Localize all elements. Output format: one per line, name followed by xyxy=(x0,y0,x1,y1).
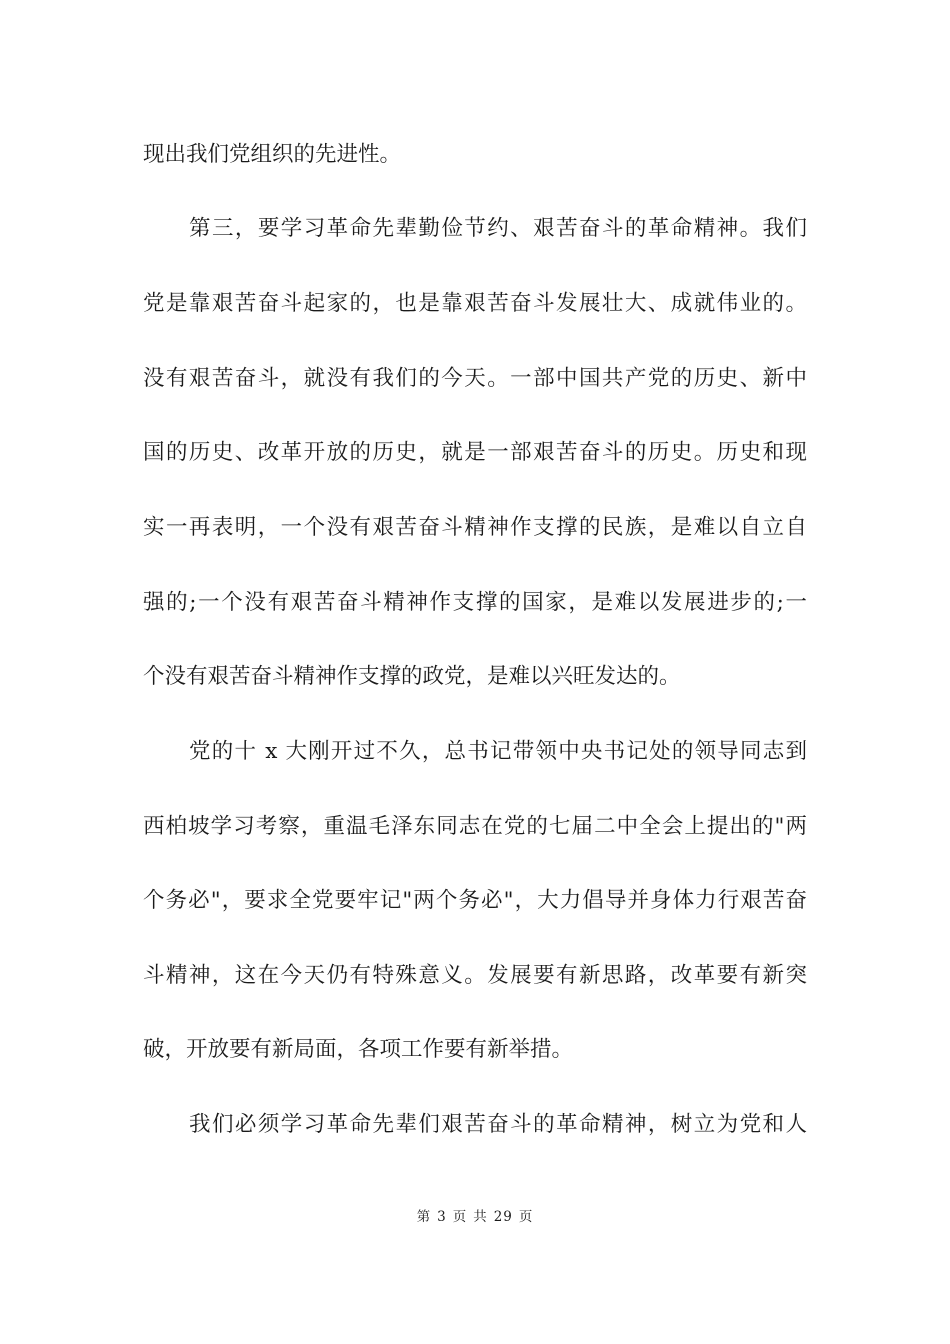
paragraph-1-line-4: 实一再表明，一个没有艰苦奋斗精神作支撑的民族，是难以自立自 xyxy=(143,515,807,540)
footer-page-unit: 页 xyxy=(452,1209,468,1225)
footer-total-unit: 页 xyxy=(518,1209,534,1225)
footer-total-prefix: 共 xyxy=(473,1209,488,1225)
paragraph-3-line-0: 我们必须学习革命先辈们艰苦奋斗的革命精神，树立为党和人 xyxy=(189,1112,807,1137)
footer-total-pages: 29 xyxy=(493,1209,513,1225)
footer-page-number: 3 xyxy=(437,1209,447,1225)
paragraph-2-line-4: 破，开放要有新局面，各项工作要有新举措。 xyxy=(143,1037,574,1062)
paragraph-1-line-3: 国的历史、改革开放的历史，就是一部艰苦奋斗的历史。历史和现 xyxy=(143,440,807,465)
paragraph-1-line-2: 没有艰苦奋斗，就没有我们的今天。一部中国共产党的历史、新中 xyxy=(143,366,807,391)
paragraph-0-line-0: 现出我们党组织的先进性。 xyxy=(143,142,402,167)
footer-prefix: 第 xyxy=(416,1209,432,1225)
paragraph-1-line-1: 党是靠艰苦奋斗起家的，也是靠艰苦奋斗发展壮大、成就伟业的。 xyxy=(143,291,807,316)
paragraph-1-line-5: 强的;一个没有艰苦奋斗精神作支撑的国家，是难以发展进步的;一 xyxy=(143,590,807,615)
page-footer xyxy=(0,1208,950,1226)
paragraph-1-line-6: 个没有艰苦奋斗精神作支撑的政党，是难以兴旺发达的。 xyxy=(143,664,681,689)
paragraph-2-line-0: 党的十 x 大刚开过不久，总书记带领中央书记处的领导同志到 xyxy=(189,739,807,764)
paragraph-2-line-2: 个务必"，要求全党要牢记"两个务必"，大力倡导并身体力行艰苦奋 xyxy=(143,888,807,913)
paragraph-1-line-0: 第三，要学习革命先辈勤俭节约、艰苦奋斗的革命精神。我们 xyxy=(189,216,807,241)
paragraph-2-line-3: 斗精神，这在今天仍有特殊意义。发展要有新思路，改革要有新突 xyxy=(143,963,807,988)
paragraph-2-line-1: 西柏坡学习考察，重温毛泽东同志在党的七届二中全会上提出的"两 xyxy=(143,814,807,839)
